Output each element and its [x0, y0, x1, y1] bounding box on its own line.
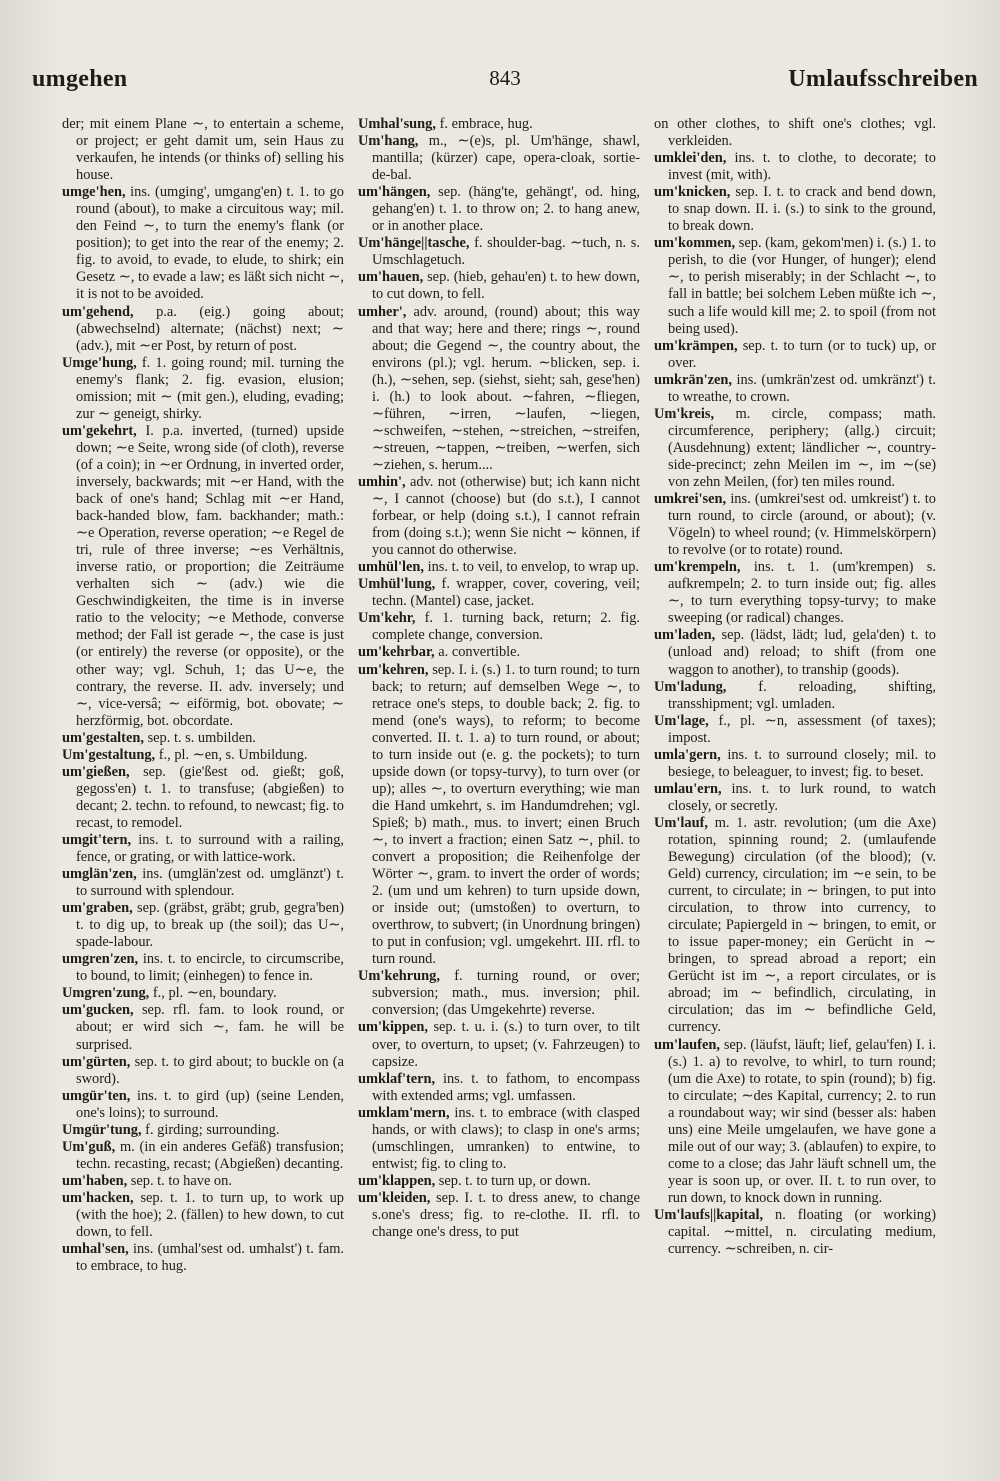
definition-text: ins. t. 1. (um'krempen) s. aufkrempeln; 2. to turn inside out; fig. alles ∼, to turn everything topsy-turvy; to make sweeping (or radical) changes.: [668, 559, 936, 627]
dictionary-entry: [654, 627, 936, 678]
definition-text: der; mit einem Plane ∼, to entertain a scheme, or project; er geht damit um, sein Haus zu verkaufen, he intends (or thinks of) selling his house.: [62, 116, 344, 184]
headword: um'hacken,: [62, 1189, 134, 1206]
headword: umgür'ten,: [62, 1087, 131, 1104]
dictionary-entry: [62, 423, 344, 730]
dictionary-entry: [62, 1139, 344, 1173]
page-header: [32, 62, 978, 102]
headword: um'kehren,: [358, 661, 429, 678]
headword: Um'lage,: [654, 712, 709, 729]
definition-text: sep. t. to have on.: [130, 1172, 232, 1189]
headword: umklam'mern,: [358, 1104, 450, 1121]
dictionary-entry: [62, 985, 344, 1002]
dictionary-entry: [654, 184, 936, 235]
definition-text: ins. t. to veil, to envelop, to wrap up.: [427, 559, 640, 576]
definition-text: sep. t. to turn up, or down.: [438, 1172, 591, 1189]
definition-text: ins. t. to clothe, to decorate; to invest (mit, with).: [668, 150, 936, 184]
definition-text: f., pl. ∼n, assessment (of taxes); impost.: [668, 712, 936, 746]
headword: umhin',: [358, 473, 406, 490]
definition-text: f. turning round, or over; subversion; math., mus. inversion; phil. conversion; (das Umgekehrte) reverse.: [372, 968, 640, 1019]
headword: umgit'tern,: [62, 831, 132, 848]
dictionary-entry: [654, 1207, 936, 1258]
dictionary-entry: [358, 662, 640, 969]
definition-text: m. circle, compass; math. circumference, periphery; (allg.) circuit; (Ausdehnung) extent; ländlicher ∼, country-side-precinct; zehn Meilen im ∼, im ∼(se) von zehn Meilen, (for) ten miles round.: [668, 405, 936, 490]
definition-text: m., ∼(e)s, pl. Um'hänge, shawl, mantilla; (kürzer) cape, opera-cloak, sortie-de-bal.: [372, 133, 640, 184]
dictionary-entry: [358, 610, 640, 644]
dictionary-entry: [654, 150, 936, 184]
headword: Um'ladung,: [654, 678, 727, 695]
definition-text: sep. (gie'ßest od. gießt; goß, gegoss'en) t. 1. to transfuse; (abgießen) to decant; 2. techn. to refound, to newcast; fig. to recast, to remodel.: [76, 763, 344, 831]
definition-text: ins. t. to fathom, to encompass with extended arms; vgl. umfassen.: [372, 1070, 640, 1104]
headword: umher',: [358, 303, 407, 320]
headword: Um'hang,: [358, 133, 419, 150]
definition-text: sep. (kam, gekom'men) i. (s.) 1. to perish, to die (vor Hunger, of hunger); elend ∼, to perish miserably; in der Schlacht ∼, to fall in battle; bei solchem Leben müßte ich ∼, such a life would kill me; 2. to spoil (from not being used).: [668, 235, 936, 337]
dictionary-entry: [358, 1105, 640, 1173]
dictionary-entry: [62, 1190, 344, 1241]
headword: Um'kehrung,: [358, 968, 440, 985]
running-head-right: Umlaufsschreiben: [788, 66, 978, 92]
definition-text: ins. (umging', umgang'en) t. 1. to go round (about), to make a circuitous way; mil. den Feind ∼, to turn the enemy's flank (or position); to get into the rear of the enemy; 2. fig. to avoid, to evade, to elude, to shirk; ein Gesetz ∼, to evade a law; es läßt sich nicht ∼, it is not to be avoided.: [76, 184, 344, 303]
definition-text: f. shoulder-bag. ∼tuch, n. s. Umschlagetuch.: [372, 235, 640, 269]
headword: umla'gern,: [654, 746, 721, 763]
definition-text: ins. t. to surround with a railing, fence, or grating, or with lattice-work.: [76, 831, 344, 866]
headword: Um'hänge||tasche,: [358, 235, 470, 252]
definition-text: sep. (läufst, läuft; lief, gelau'fen) I. i. (s.) 1. a) to revolve, to whirl, to turn round; (um die Axe) to rotate, to spin (round); b) fig. to circulate; ∼des Kapital, currency; 2. to run a roundabout way; wir sind (besser als: haben uns) eine Meile umgelaufen, we have gone a mile out of our way; 3. (ablaufen) to expire, to come to a close; das Jahr läuft schnell um, the year is soon up, or over. II. t. to run over, to run down, to knock down in running.: [668, 1036, 936, 1206]
headword: um'gehend,: [62, 303, 134, 320]
definition-text: sep. I. t. to crack and bend down, to snap down. II. i. (s.) to sink to the ground, to break down.: [668, 184, 936, 235]
headword: umgren'zen,: [62, 951, 139, 968]
headword: um'gießen,: [62, 763, 130, 780]
headword: umkrän'zen,: [654, 371, 732, 388]
dictionary-entry: [62, 730, 344, 747]
definition-text: on other clothes, to shift one's clothes; vgl. verkleiden.: [654, 116, 936, 150]
headword: um'graben,: [62, 900, 133, 917]
headword: um'gürten,: [62, 1053, 131, 1070]
headword: um'kommen,: [654, 235, 736, 252]
headword: Umgren'zung,: [62, 985, 150, 1002]
headword: Umgür'tung,: [62, 1121, 142, 1138]
dictionary-entry: [62, 1241, 344, 1275]
definition-text: p.a. (eig.) going about; (abwechselnd) alternate; (nächst) next; ∼ (adv.), mit ∼er Post, by return of post.: [76, 303, 344, 354]
headword: um'knicken,: [654, 184, 731, 201]
headword: um'laden,: [654, 627, 716, 644]
headword: umkrei'sen,: [654, 491, 727, 508]
headword: um'krempeln,: [654, 559, 741, 576]
headword: Um'gestaltung,: [62, 746, 156, 763]
definition-text: f., pl. ∼en, s. Umbildung.: [158, 746, 308, 763]
headword: umklaf'tern,: [358, 1070, 436, 1087]
dictionary-entry: [62, 304, 344, 355]
text-columns: [62, 116, 936, 1441]
dictionary-entry: [358, 304, 640, 474]
headword: umhül'len,: [358, 559, 424, 576]
dictionary-entry: [654, 747, 936, 781]
dictionary-entry: [62, 951, 344, 985]
headword: Um'kehr,: [358, 610, 416, 627]
definition-text: f., pl. ∼en, boundary.: [152, 985, 277, 1002]
definition-text: sep. t. u. i. (s.) to turn over, to tilt over, to overturn, to upset; (v. Fahrzeugen) to capsize.: [372, 1019, 640, 1070]
definition-text: ins. t. to encircle, to circumscribe, to bound, to limit; (einhegen) to fence in.: [76, 951, 344, 985]
dictionary-entry: [62, 1088, 344, 1122]
definition-text: f. embrace, hug.: [439, 116, 533, 132]
dictionary-entry: [358, 559, 640, 576]
definition-text: ins. t. to surround closely; mil. to besiege, to beleaguer, to invest; fig. to beset.: [668, 746, 936, 780]
definition-text: a. convertible.: [438, 644, 521, 661]
definition-text: ins. t. to embrace (with clasped hands, or with claws); to clasp in one's arms; (umschlingen, umranken) to entwine, to entwist; fig. to cling to.: [372, 1104, 640, 1172]
dictionary-entry: [358, 133, 640, 184]
dictionary-entry: [654, 235, 936, 337]
headword: umklei'den,: [654, 150, 727, 167]
headword: Um'lauf,: [654, 814, 708, 831]
dictionary-entry: [654, 491, 936, 559]
dictionary-entry: [62, 764, 344, 832]
definition-text: f. reloading, shifting, transshipment; vgl. umladen.: [668, 678, 936, 712]
headword: Um'guß,: [62, 1138, 116, 1155]
headword: Um'kreis,: [654, 405, 715, 422]
page-number: 843: [489, 66, 521, 90]
definition-text: f. 1. turning back, return; 2. fig. complete change, conversion.: [372, 610, 640, 644]
headword: um'gestalten,: [62, 729, 144, 746]
definition-text: sep. (hieb, gehau'en) t. to hew down, to cut down, to fell.: [372, 269, 640, 303]
dictionary-entry: [358, 1071, 640, 1105]
headword: umglän'zen,: [62, 866, 137, 883]
definition-text: n. floating (or working) capital. ∼mittel, n. circulating medium, currency. ∼schreiben, n. cir-: [668, 1207, 936, 1258]
definition-text: m. 1. astr. revolution; (um die Axe) rotation, spinning round; 2. (umlaufende Bewegung) circulation (of the blood); (v. Geld) currency, circulation; im ∼e sein, to be current, to circulate; in ∼ bringen, to put into circulation, to throw into currency, to circulate; Papiergeld in ∼ bringen, to emit, or to issue paper-money; ein Gerücht in ∼ bringen, to spread abroad a report; ein Gerücht ist im ∼, a report circulates, or is abroad; im ∼ befindlich, circulating, in circulation; das im ∼ befindliche Geld, currency.: [668, 814, 936, 1036]
headword: um'krämpen,: [654, 337, 738, 354]
dictionary-entry: [62, 832, 344, 866]
dictionary-entry: [62, 1173, 344, 1190]
headword: um'haben,: [62, 1172, 128, 1189]
headword: um'hauen,: [358, 269, 424, 286]
definition-text: m. (in ein anderes Gefäß) transfusion; techn. recasting, recast; (Abgießen) decanting.: [76, 1138, 344, 1172]
headword: um'gucken,: [62, 1002, 134, 1019]
definition-text: adv. around, (round) about; this way and that way; here and there; rings ∼, round about; die Gegend ∼, the country about, the environs (pl.); vgl. herum. ∼blicken, sep. i. (h.), ∼sehen, sep. (siehst, sieht; sah, gese'hen) i. (h.) to look about. ∼fahren, ∼fliegen, ∼führen, ∼irren, ∼laufen, ∼liegen, ∼schweifen, ∼stehen, ∼streichen, ∼streifen, ∼streuen, ∼tappen, ∼treiben, ∼werfen, sich ∼ziehen, s. herum....: [372, 303, 640, 473]
dictionary-entry: [62, 1054, 344, 1088]
dictionary-entry: [62, 866, 344, 900]
dictionary-entry: [62, 1002, 344, 1053]
headword: um'kippen,: [358, 1019, 428, 1036]
headword: umge'hen,: [62, 184, 126, 201]
definition-text: ins. t. to lurk round, to watch closely, or secretly.: [668, 780, 936, 814]
dictionary-entry: [654, 713, 936, 747]
dictionary-entry: [358, 576, 640, 610]
column-2: [358, 116, 640, 1441]
dictionary-entry: [654, 372, 936, 406]
headword: um'hängen,: [358, 184, 431, 201]
headword: Umhal'sung,: [358, 116, 436, 132]
dictionary-entry: [62, 184, 344, 303]
headword: um'gekehrt,: [62, 422, 137, 439]
definition-text: ins. (umkrei'sest od. umkreist') t. to turn round, to circle (around, or about); (v. Vögeln) to wheel round; (v. Himmelskörpern) to revolve (or to rotate) round.: [668, 491, 936, 559]
headword: um'kehrbar,: [358, 644, 435, 661]
dictionary-entry: [358, 1019, 640, 1070]
column-1: [62, 116, 344, 1441]
definition-text: I. p.a. inverted, (turned) upside down; ∼e Seite, wrong side (of cloth), reverse (of a coin); in ∼er Ordnung, in inverted order, inversely, backwards; mit ∼er Hand, with the back of one's hand; Schlag mit ∼er Hand, back-handed blow, fam. backhander; math.: ∼e Operation, reverse operation; ∼e Regel de tri, rule of three inverse; ∼es Verhältnis, inverse ratio, or proportion; die Zeiträume verhalten sich ∼ (adv.) wie die Geschwindigkeiten, the time is in inverse ratio to the velocity; ∼e Methode, converse method; der Fall ist gerade ∼, the case is just (or entirely) the reverse (or opposite), or the other way; vgl. Schuh, 1; das U∼e, the contrary, the reverse. II. adv. inversely; und ∼, vice-versâ; ∼ eiförmig, bot. obovate; ∼ herzförmig, bot. obcordate.: [76, 422, 344, 729]
dictionary-entry: [358, 1173, 640, 1190]
headword: um'kleiden,: [358, 1189, 431, 1206]
dictionary-entry: [358, 474, 640, 559]
dictionary-entry: [654, 406, 936, 491]
definition-text: ins. (umhal'sest od. umhalst') t. fam. to embrace, to hug.: [76, 1241, 344, 1275]
definition-text: sep. I. t. to dress anew, to change s.one's dress; fig. to re-clothe. II. rfl. to change one's dress, to put: [372, 1189, 640, 1241]
definition-text: ins. t. to gird (up) (seine Lenden, one's loins); to surround.: [76, 1087, 344, 1121]
dictionary-entry: [62, 1122, 344, 1139]
dictionary-entry: [62, 900, 344, 951]
dictionary-entry: [358, 968, 640, 1019]
definition-text: sep. rfl. fam. to look round, or about; er wird sich ∼, fam. he will be surprised.: [76, 1002, 344, 1053]
dictionary-entry: [654, 815, 936, 1037]
headword: umlau'ern,: [654, 780, 722, 797]
headword: um'laufen,: [654, 1036, 720, 1053]
headword: Um'laufs||kapital,: [654, 1207, 764, 1223]
definition-text: sep. I. i. (s.) 1. to turn round; to turn back; to return; auf demselben Wege ∼, to retrace one's steps, to double back; 2. fig. to mend (one's ways), to reform; to become converted. II. t. 1. a) to turn round, or about; to turn inside out (e. g. the pockets); to turn upside down (or topsy-turvy), to turn over (or up); alles ∼, to overturn everything; wie man die Hand umkehrt, s. im Handumdrehen; vgl. Spieß; b) math., mus. to invert; einen Bruch ∼, to invert a fraction; einen Satz ∼, phil. to convert a proposition; die Reihenfolge der Wörter ∼, gram. to invert the order of words; 2. (um und um kehren) to turn upside down, or inside out; (umstoßen) to overturn, to overthrow, to subvert; (in Unordnung bringen) to put in confusion; vgl. umgekehrt. III. rfl. to turn round.: [372, 661, 640, 968]
dictionary-entry: [654, 559, 936, 627]
column-3: [654, 116, 936, 1441]
definition-text: ins. (umkrän'zest od. umkränzt') t. to wreathe, to crown.: [668, 371, 936, 405]
dictionary-entry: [62, 116, 344, 184]
definition-text: f. 1. going round; mil. turning the enemy's flank; 2. fig. evasion, elusion; omission; mit ∼ (mit gen.), eluding, evading; zur ∼ geneigt, shirky.: [76, 354, 344, 422]
dictionary-entry: [358, 235, 640, 269]
dictionary-entry: [358, 269, 640, 303]
definition-text: f. girding; surrounding.: [145, 1121, 280, 1138]
headword: Umge'hung,: [62, 354, 137, 371]
definition-text: f. wrapper, cover, covering, veil; techn. (Mantel) case, jacket.: [372, 576, 640, 610]
headword: Umhül'lung,: [358, 576, 436, 593]
dictionary-entry: [358, 1190, 640, 1241]
definition-text: adv. not (otherwise) but; ich kann nicht ∼, I cannot (choose) but (do s.t.), I cannot forbear, or help (doing s.t.), I cannot refrain from (doing s.t.); wenn Sie nicht ∼ können, if you cannot do otherwise.: [372, 473, 640, 559]
dictionary-entry: [62, 355, 344, 423]
dictionary-entry: [654, 679, 936, 713]
dictionary-entry: [358, 116, 640, 133]
definition-text: sep. t. s. umbilden.: [147, 729, 256, 746]
definition-text: sep. (gräbst, gräbt; grub, gegra'ben) t. to dig up, to break up (the soil); das U∼, spade-labour.: [76, 900, 344, 951]
definition-text: sep. t. 1. to turn up, to work up (with the hoe); 2. (fällen) to hew down, to cut down, to fell.: [76, 1189, 344, 1241]
dictionary-entry: [358, 644, 640, 661]
definition-text: sep. t. to turn (or to tuck) up, or over.: [668, 337, 936, 371]
dictionary-entry: [654, 338, 936, 372]
headword: um'klappen,: [358, 1172, 436, 1189]
dictionary-entry: [654, 1037, 936, 1207]
dictionary-entry: [62, 747, 344, 764]
dictionary-entry: [654, 781, 936, 815]
running-head-left: umgehen: [32, 66, 128, 92]
headword: umhal'sen,: [62, 1241, 129, 1258]
dictionary-entry: [358, 184, 640, 235]
definition-text: sep. t. to gird about; to buckle on (a sword).: [76, 1053, 344, 1087]
definition-text: sep. (lädst, lädt; lud, gela'den) t. to (unload and) reload; to shift (from one waggon to another), to tranship (goods).: [668, 627, 936, 678]
definition-text: ins. (umglän'zest od. umglänzt') t. to surround with splendour.: [76, 866, 344, 900]
dictionary-entry: [654, 116, 936, 150]
definition-text: sep. (häng'te, gehängt', od. hing, gehang'en) t. 1. to throw on; 2. to hang anew, or in another place.: [372, 184, 640, 235]
